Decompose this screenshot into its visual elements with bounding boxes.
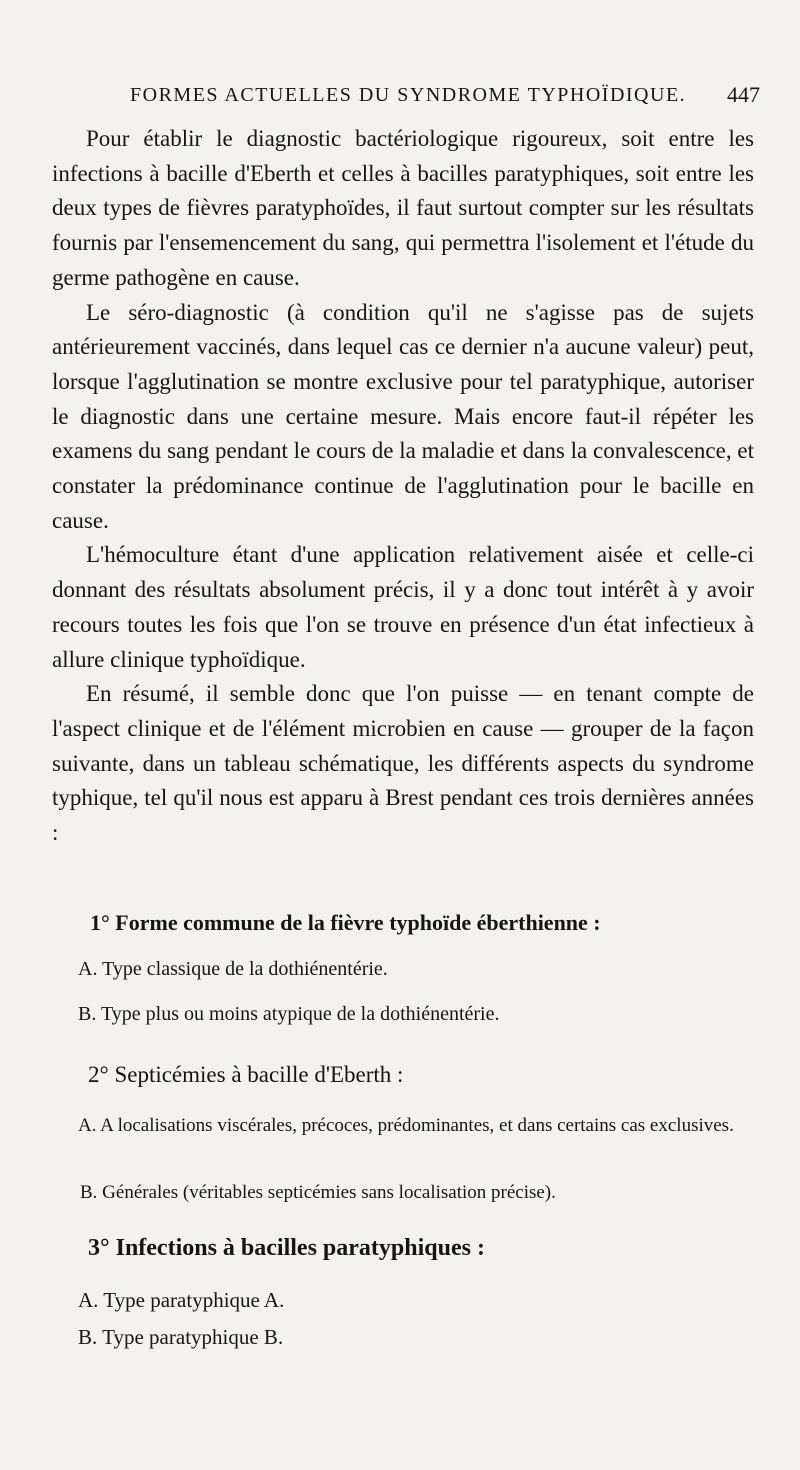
section-1-item-b: B. Type plus ou moins atypique de la dothiénentérie. [78,1003,500,1025]
section-1-title: 1° Forme commune de la fièvre typhoïde éberthienne : [90,910,601,935]
paragraph-sero-diagnostic: Le séro-diagnostic (à condition qu'il ne s'agisse pas de sujets antérieurement vaccinés, dans lequel cas ce dernier n'a aucune valeur) peut, lorsque l'agglutination se montre exclusive pour tel paratyphique, autoriser le diagnostic dans une certaine mesure. Mais encore faut-il répéter les examens du sang pendant le cours de la maladie et dans la convalescence, et constater la prédominance continue de l'agglutination pour le bacille en cause. [52,299,754,533]
section-3-item-b: B. Type paratyphique B. [78,1325,284,1349]
body-text [52,122,754,851]
section-2-title: 2° Septicémies à bacille d'Eberth : [88,1062,404,1087]
paragraph-hemoculture-intro: Pour établir le diagnostic bactériologique rigoureux, soit entre les infections à bacille d'Eberth et celles à bacilles paratyphiques, soit entre les deux types de fièvres paratyphoïdes, il faut surtout compter sur les résultats fournis par l'ensemencement du sang, qui permettra l'isolement et l'étude du germe pathogène en cause. [52,126,754,290]
paragraph-hemoculture: L'hémoculture étant d'une application relativement aisée et celle-ci donnant des résultats absolument précis, il y a donc tout intérêt à y avoir recours toutes les fois que l'on se trouve en présence d'un état infectieux à allure clinique typhoïdique. [52,542,754,672]
section-3-item-a: A. Type paratyphique A. [78,1288,285,1312]
paragraph-summary: En résumé, il semble donc que l'on puisse — en tenant compte de l'aspect clinique et de l'élément microbien en cause — grouper de la façon suivante, dans un tableau schématique, les différents aspects du syndrome typhique, tel qu'il nous est apparu à Brest pendant ces trois dernières années : [52,681,754,846]
page-number: 447 [727,82,760,107]
section-2-item-b: B. Générales (véritables septicémies sans localisation précise). [80,1182,556,1203]
section-1-item-a: A. Type classique de la dothiénentérie. [78,958,388,980]
section-2-item-a: A. A localisations viscérales, précoces, prédominantes, et dans certains cas exclusives. [78,1115,734,1136]
section-3-title: 3° Infections à bacilles paratyphiques : [88,1235,485,1261]
page-header [0,76,800,116]
running-title: FORMES ACTUELLES DU SYNDROME TYPHOÏDIQUE. [130,84,687,106]
